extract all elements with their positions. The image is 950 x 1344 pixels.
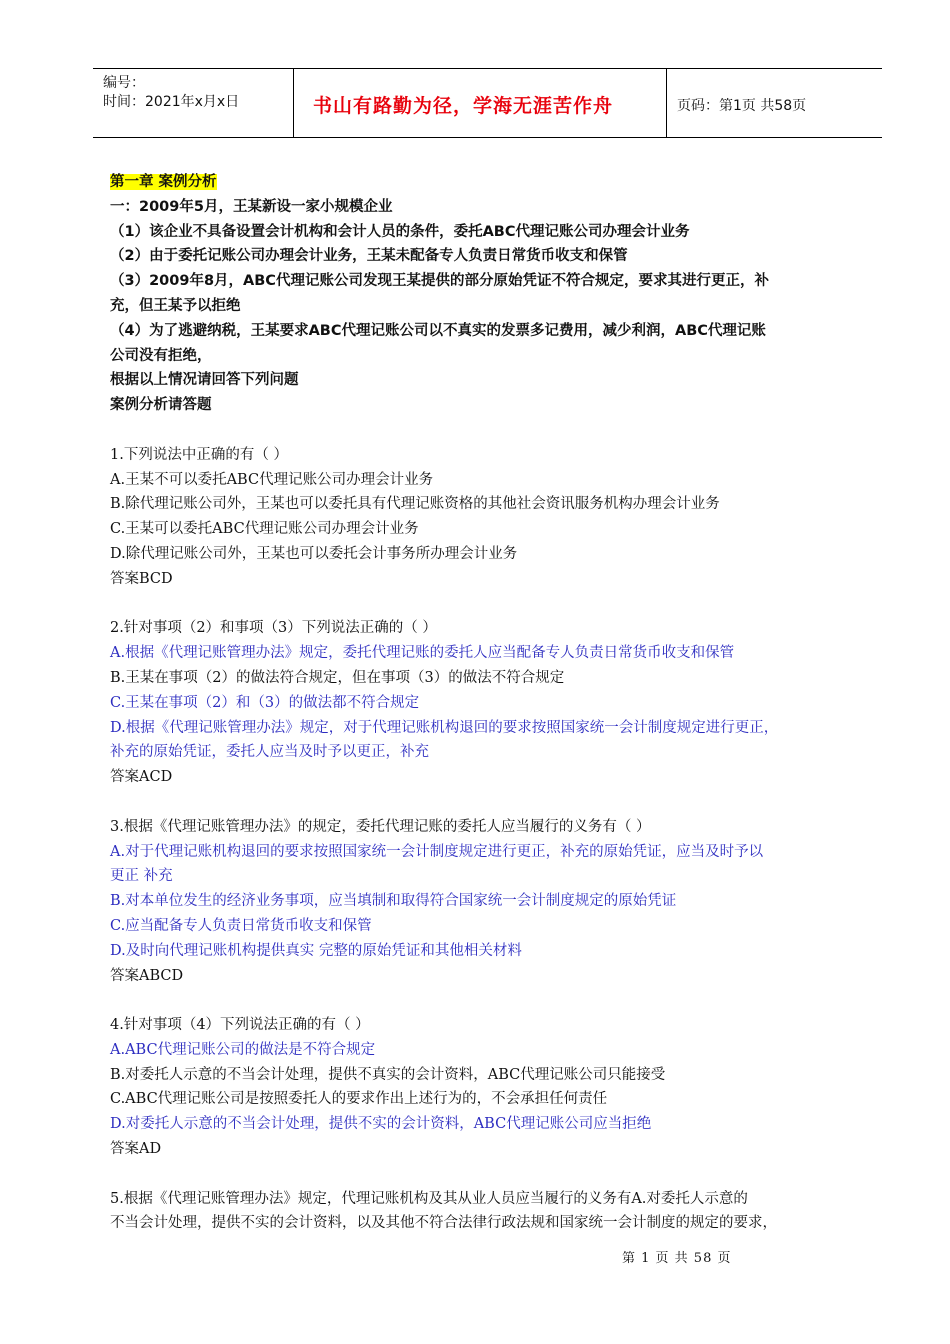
page-label: 页码：第1页 共58页 xyxy=(677,98,807,114)
question-line: B.对本单位发生的经济业务事项，应当填制和取得符合国家统一会计制度规定的原始凭证 xyxy=(110,893,677,910)
case-intro-line: 充，但王某予以拒绝 xyxy=(110,297,241,314)
question-block xyxy=(110,443,870,592)
question-line: 答案BCD xyxy=(110,570,173,587)
case-intro-line: 根据以上情况请回答下列问题 xyxy=(110,372,299,389)
case-intro xyxy=(110,195,870,418)
question-line: 答案ACD xyxy=(110,769,173,786)
question-line: C.王某在事项（2）和（3）的做法都不符合规定 xyxy=(110,694,420,711)
case-intro-line: （3）2009年8月，ABC代理记账公司发现王某提供的部分原始凭证不符合规定，要求其进行更正，补 xyxy=(110,273,769,290)
page-footer: 第 1 页 共 58 页 xyxy=(622,1251,732,1266)
question-list xyxy=(110,443,870,1237)
question-line: 5.根据《代理记账管理办法》规定，代理记账机构及其从业人员应当履行的义务有A.对委托人示意的 xyxy=(110,1190,748,1207)
case-intro-line: （4）为了逃避纳税，王某要求ABC代理记账公司以不真实的发票多记费用，减少利润，ABC代理记账 xyxy=(110,322,766,339)
header-info-cell xyxy=(93,69,294,137)
question-line: D.对委托人示意的不当会计处理，提供不实的会计资料，ABC代理记账公司应当拒绝 xyxy=(110,1116,652,1133)
chapter-title: 第一章 案例分析 xyxy=(110,174,217,190)
case-intro-line: 一：2009年5月，王某新设一家小规模企业 xyxy=(110,198,393,215)
question-line: C.ABC代理记账公司是按照委托人的要求作出上述行为的，不会承担任何责任 xyxy=(110,1091,608,1108)
question-line: 1.下列说法中正确的有（ ） xyxy=(110,446,288,463)
chapter-title-line xyxy=(110,170,870,195)
question-line: A.根据《代理记账管理办法》规定，委托代理记账的委托人应当配备专人负责日常货币收支和保管 xyxy=(110,645,735,662)
time-label: 时间：2021年x月x日 xyxy=(103,94,240,110)
question-line: D.及时向代理记账机构提供真实 完整的原始凭证和其他相关材料 xyxy=(110,942,522,959)
question-line: 更正 补充 xyxy=(110,868,173,885)
question-line: D.除代理记账公司外，王某也可以委托会计事务所办理会计业务 xyxy=(110,545,518,562)
question-line: 补充的原始凭证，委托人应当及时予以更正，补充 xyxy=(110,744,429,761)
question-line: 不当会计处理，提供不实的会计资料，以及其他不符合法律行政法规和国家统一会计制度的规定的要求， xyxy=(110,1215,777,1232)
header-table xyxy=(93,68,882,138)
question-line: A.王某不可以委托ABC代理记账公司办理会计业务 xyxy=(110,471,434,488)
question-line: D.根据《代理记账管理办法》规定，对于代理记账机构退回的要求按照国家统一会计制度规定进行更正， xyxy=(110,719,779,736)
case-intro-line: （1）该企业不具备设置会计机构和会计人员的条件，委托ABC代理记账公司办理会计业务 xyxy=(110,223,690,240)
header-page-cell xyxy=(667,69,882,137)
question-line: A.对于代理记账机构退回的要求按照国家统一会计制度规定进行更正，补充的原始凭证，应当及时予以 xyxy=(110,843,764,860)
question-line: B.除代理记账公司外，王某也可以委托具有代理记账资格的其他社会资讯服务机构办理会计业务 xyxy=(110,496,720,513)
question-line: A.ABC代理记账公司的做法是不符合规定 xyxy=(110,1041,376,1058)
question-line: B.对委托人示意的不当会计处理，提供不真实的会计资料，ABC代理记账公司只能接受 xyxy=(110,1066,666,1083)
question-block xyxy=(110,815,870,989)
question-line: 2.针对事项（2）和事项（3）下列说法正确的（ ） xyxy=(110,620,437,637)
case-intro-line: （2）由于委托记账公司办理会计业务，王某未配备专人负责日常货币收支和保管 xyxy=(110,248,628,265)
document-body xyxy=(110,170,870,1236)
question-block xyxy=(110,1013,870,1162)
question-line: B.王某在事项（2）的做法符合规定，但在事项（3）的做法不符合规定 xyxy=(110,669,565,686)
case-intro-line: 公司没有拒绝， xyxy=(110,347,212,364)
motto-text: 书山有路勤为径，学海无涯苦作舟 xyxy=(313,95,614,117)
question-line: C.王某可以委托ABC代理记账公司办理会计业务 xyxy=(110,521,419,538)
question-line: 4.针对事项（4）下列说法正确的有（ ） xyxy=(110,1017,370,1034)
number-label: 编号： xyxy=(103,75,145,91)
question-line: 答案AD xyxy=(110,1141,162,1158)
question-block xyxy=(110,616,870,790)
question-line: 答案ABCD xyxy=(110,967,184,984)
question-line: 3.根据《代理记账管理办法》的规定，委托代理记账的委托人应当履行的义务有（ ） xyxy=(110,818,651,835)
header-motto-cell xyxy=(293,69,667,137)
question-line: C.应当配备专人负责日常货币收支和保管 xyxy=(110,917,372,934)
question-block xyxy=(110,1187,870,1237)
case-intro-line: 案例分析请答题 xyxy=(110,397,212,414)
